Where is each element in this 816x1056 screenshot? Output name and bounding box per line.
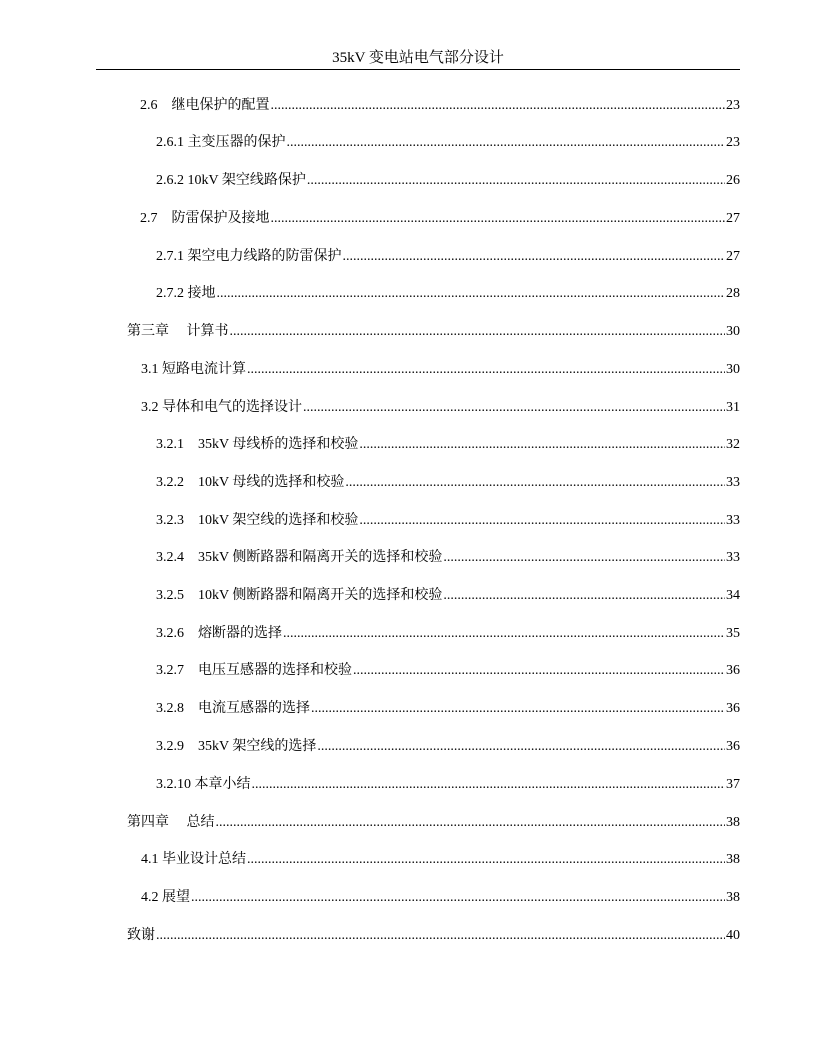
- toc-entry-label: 3.2.7 电压互感器的选择和校验: [156, 663, 352, 678]
- toc-entry-label: 3.2.10 本章小结: [156, 777, 251, 792]
- toc-entry-label: 2.6.2 10kV 架空线路保护: [156, 173, 306, 188]
- toc-leader: [343, 248, 726, 266]
- toc-leader: [217, 285, 726, 303]
- toc-entry[interactable]: [156, 248, 740, 266]
- toc-entry-label: 3.2.6 熔断器的选择: [156, 626, 282, 641]
- toc-entry-label: 4.1 毕业设计总结: [141, 852, 246, 867]
- toc-leader: [252, 776, 726, 794]
- toc-leader: [271, 210, 726, 228]
- toc-entry[interactable]: [156, 436, 740, 454]
- toc-leader: [443, 587, 725, 605]
- toc-entry-label: 3.2.8 电流互感器的选择: [156, 701, 310, 716]
- toc-leader: [191, 889, 725, 907]
- toc-entry-label: 第四章 总结: [127, 815, 215, 830]
- toc-entry-label: 2.6.1 主变压器的保护: [156, 135, 286, 150]
- toc-entry-page: 33: [726, 550, 740, 565]
- toc-leader: [271, 97, 726, 115]
- toc-leader: [345, 474, 725, 492]
- toc-entry-page: 38: [726, 852, 740, 867]
- toc-entry-label: 3.2.1 35kV 母线桥的选择和校验: [156, 437, 359, 452]
- toc-entry[interactable]: [156, 587, 740, 605]
- toc-entry-page: 40: [726, 928, 740, 943]
- toc-entry[interactable]: [156, 134, 740, 152]
- toc-entry-page: 23: [726, 98, 740, 113]
- toc-leader: [317, 738, 725, 756]
- toc-entry-label: 2.7.2 接地: [156, 286, 216, 301]
- toc-leader: [359, 436, 725, 454]
- toc-leader: [230, 323, 726, 341]
- toc-entry-page: 38: [726, 815, 740, 830]
- toc-leader: [311, 700, 725, 718]
- toc-entry-label: 3.2.3 10kV 架空线的选择和校验: [156, 513, 359, 528]
- toc-entry-page: 27: [726, 211, 740, 226]
- toc-entry[interactable]: [156, 549, 740, 567]
- toc-entry[interactable]: [127, 323, 740, 341]
- toc-entry-page: 26: [726, 173, 740, 188]
- toc-entry-page: 28: [726, 286, 740, 301]
- toc-entry-label: 4.2 展望: [141, 890, 190, 905]
- toc-leader: [283, 625, 725, 643]
- toc-entry[interactable]: [156, 285, 740, 303]
- toc-entry-label: 3.2.5 10kV 侧断路器和隔离开关的选择和校验: [156, 588, 443, 603]
- toc-entry-label: 2.7 防雷保护及接地: [140, 211, 270, 226]
- toc-leader: [303, 399, 725, 417]
- toc-entry-page: 31: [726, 400, 740, 415]
- toc-entry[interactable]: [140, 210, 740, 228]
- toc-entry-page: 32: [726, 437, 740, 452]
- toc-entry[interactable]: [156, 700, 740, 718]
- toc-entry[interactable]: [156, 625, 740, 643]
- toc-entry[interactable]: [156, 512, 740, 530]
- toc-entry-label: 2.6 继电保护的配置: [140, 98, 270, 113]
- toc-entry-page: 38: [726, 890, 740, 905]
- toc-entry-label: 致谢: [127, 928, 155, 943]
- toc-entry[interactable]: [141, 851, 740, 869]
- toc-entry-label: 3.2.9 35kV 架空线的选择: [156, 739, 317, 754]
- toc-entry[interactable]: [156, 474, 740, 492]
- toc-entry-page: 36: [726, 739, 740, 754]
- toc-entry-label: 3.1 短路电流计算: [141, 362, 246, 377]
- toc-entry-page: 30: [726, 324, 740, 339]
- toc-entry-page: 35: [726, 626, 740, 641]
- toc-entry-page: 23: [726, 135, 740, 150]
- toc-entry-page: 36: [726, 701, 740, 716]
- toc-leader: [353, 662, 725, 680]
- toc-leader: [287, 134, 726, 152]
- toc-entry-label: 3.2.2 10kV 母线的选择和校验: [156, 475, 345, 490]
- running-header: [96, 48, 740, 70]
- header-title: 35kV 变电站电气部分设计: [332, 50, 504, 66]
- toc-leader: [359, 512, 725, 530]
- toc-entry-page: 30: [726, 362, 740, 377]
- toc-leader: [307, 172, 725, 190]
- toc-entry-page: 34: [726, 588, 740, 603]
- toc-leader: [443, 549, 725, 567]
- toc-entry[interactable]: [127, 927, 740, 945]
- toc-entry[interactable]: [127, 814, 740, 832]
- toc-entry-page: 33: [726, 475, 740, 490]
- toc-entry[interactable]: [156, 738, 740, 756]
- toc-entry-label: 3.2 导体和电气的选择设计: [141, 400, 302, 415]
- toc-leader: [216, 814, 726, 832]
- toc-entry-page: 37: [726, 777, 740, 792]
- toc-entry[interactable]: [141, 889, 740, 907]
- toc-entry-label: 3.2.4 35kV 侧断路器和隔离开关的选择和校验: [156, 550, 443, 565]
- toc-leader: [156, 927, 725, 945]
- toc-entry[interactable]: [156, 776, 740, 794]
- toc-entry[interactable]: [156, 172, 740, 190]
- toc-entry-page: 36: [726, 663, 740, 678]
- toc-entry-page: 27: [726, 249, 740, 264]
- toc-leader: [247, 361, 725, 379]
- toc-entry-label: 第三章 计算书: [127, 324, 229, 339]
- toc-entry-label: 2.7.1 架空电力线路的防雷保护: [156, 249, 342, 264]
- toc-entry-page: 33: [726, 513, 740, 528]
- toc-entry[interactable]: [141, 399, 740, 417]
- toc-entry[interactable]: [141, 361, 740, 379]
- toc-leader: [247, 851, 725, 869]
- toc-entry[interactable]: [140, 97, 740, 115]
- toc-entry[interactable]: [156, 662, 740, 680]
